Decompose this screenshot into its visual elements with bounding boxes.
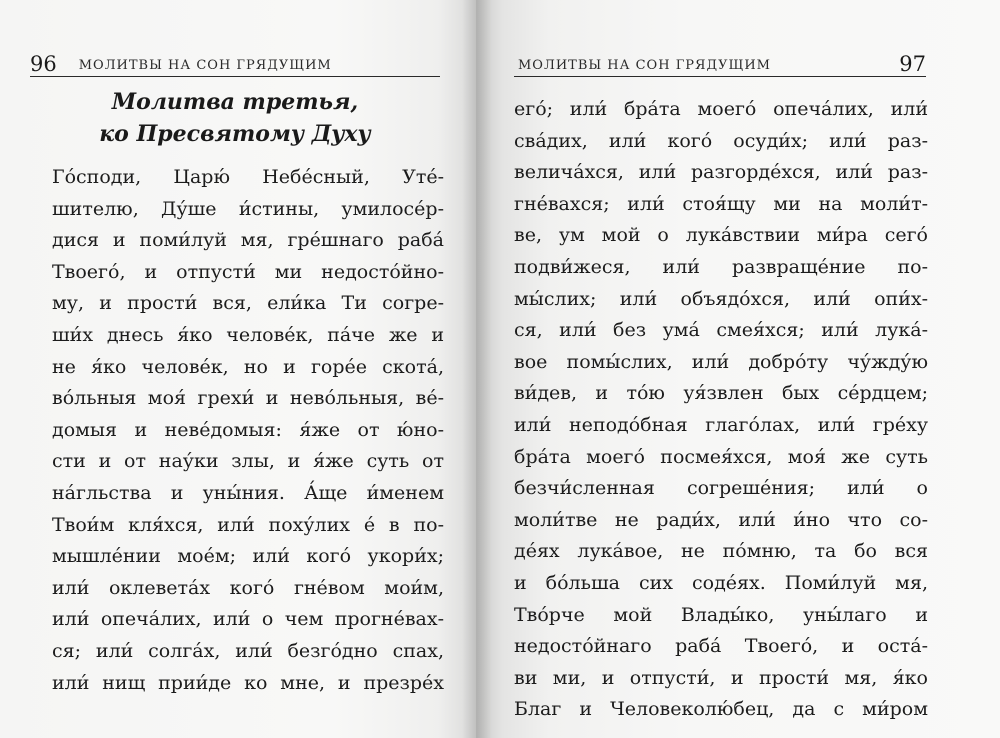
left-page-header [30, 52, 440, 77]
text-line: Твоего́, и отпусти́ ми недосто́йно- [52, 260, 444, 283]
text-line: моли́тве не ради́х, или́ и́но что со- [514, 508, 928, 531]
prayer-title-line: ко Пресвятому Духу [99, 121, 371, 147]
text-line: ся; или́ солга́х, или́ безго́дно спах, [52, 639, 444, 662]
running-head-right: МОЛИТВЫ НА СОН ГРЯДУЩИМ [518, 58, 771, 73]
text-line: Твои́м кля́хся, или́ поху́лих е́ в по- [52, 513, 444, 536]
text-line: ве, ум мой о лука́вствии ми́ра сего́ [514, 224, 928, 247]
text-line: домыя и неве́домыя: я́же от ю́но- [52, 418, 444, 441]
text-line: или́ неподо́бная глаго́лах, или́ гре́ху [514, 413, 928, 436]
text-line: сти и от нау́ки злы, и я́же суть от [52, 450, 444, 473]
text-line: его́; или́ бра́та моего́ опеча́лих, или́ [514, 98, 928, 120]
book-gutter-shadow [462, 0, 492, 738]
text-line: ви ми, и отпусти́, и прости́ мя, я́ко [514, 666, 928, 689]
text-line: сва́дих, или́ кого́ осуди́х; или́ раз- [514, 129, 928, 152]
text-line: мышле́нии мое́м; или́ кого́ укори́х; [52, 545, 444, 568]
text-line: во́льныя моя́ грехи́ и нево́льныя, ве́- [52, 387, 444, 410]
text-line: и бо́льша сих соде́ях. Поми́луй мя, [514, 571, 928, 594]
text-line: мы́слих; или́ объядо́хся, или́ опи́х- [514, 287, 928, 310]
text-line: ся, или́ без ума́ смея́хся; или́ лука́- [514, 319, 928, 342]
text-line: не я́ко челове́к, но и горе́е скота́, [52, 355, 444, 378]
text-line: де́ях лука́вое, не по́мню, та бо вся [514, 540, 928, 563]
text-line: безчи́сленная согреше́ния; или́ о [514, 477, 928, 500]
page-number-left: 96 [30, 52, 57, 76]
text-line: бра́та моего́ посмея́хся, моя́ же суть [514, 445, 928, 468]
text-line: подви́жеся, или́ развраще́ние по- [514, 255, 928, 278]
text-line: дися и поми́луй мя, гре́шнаго раба́ [52, 229, 444, 252]
text-line: Тво́рче мой Влады́ко, уны́лаго и [514, 603, 928, 626]
text-line: или́ опеча́лих, или́ о чем прогне́вах- [52, 608, 444, 631]
text-line: му, и прости́ вся, ели́ка Ти согре- [52, 292, 444, 315]
prayer-title [30, 86, 440, 150]
text-line: велича́хся, или́ разгорде́хся, или́ раз- [514, 161, 928, 184]
right-page-text [514, 94, 928, 726]
right-page-header [514, 52, 926, 77]
left-page-text [52, 162, 444, 699]
left-page [0, 0, 476, 738]
text-line: ши́х днесь я́ко челове́к, па́че же и [52, 323, 444, 346]
text-line: вое помы́слих, или́ добро́ту чу́жду́ю [514, 350, 928, 373]
prayer-title-line: Молитва третья, [111, 89, 359, 115]
text-line: недосто́йнаго раба́ Твоего́, и оста́- [514, 635, 928, 658]
text-line: гне́вахся; или́ стоя́щу ми на моли́т- [514, 192, 928, 215]
text-line: Благ и Человеколю́бец, да с ми́ром [514, 698, 928, 721]
text-line: шителю, Ду́ше и́стины, умилосе́р- [52, 197, 444, 220]
text-line: или́ нищ прии́де ко мне, и презре́х [52, 671, 444, 694]
text-line: на́гльства и уны́ния. А́ще и́менем [52, 481, 444, 504]
text-line: или́ оклевета́х кого́ гне́вом мои́м, [52, 576, 444, 599]
running-head-left: МОЛИТВЫ НА СОН ГРЯДУЩИМ [78, 58, 332, 73]
page-number-right: 97 [899, 52, 926, 76]
text-line: Го́споди, Царю́ Небе́сный, Уте́- [52, 166, 444, 188]
text-line: ви́дев, и то́ю уя́звлен бых се́рдцем; [514, 382, 928, 405]
right-page [476, 0, 1000, 738]
